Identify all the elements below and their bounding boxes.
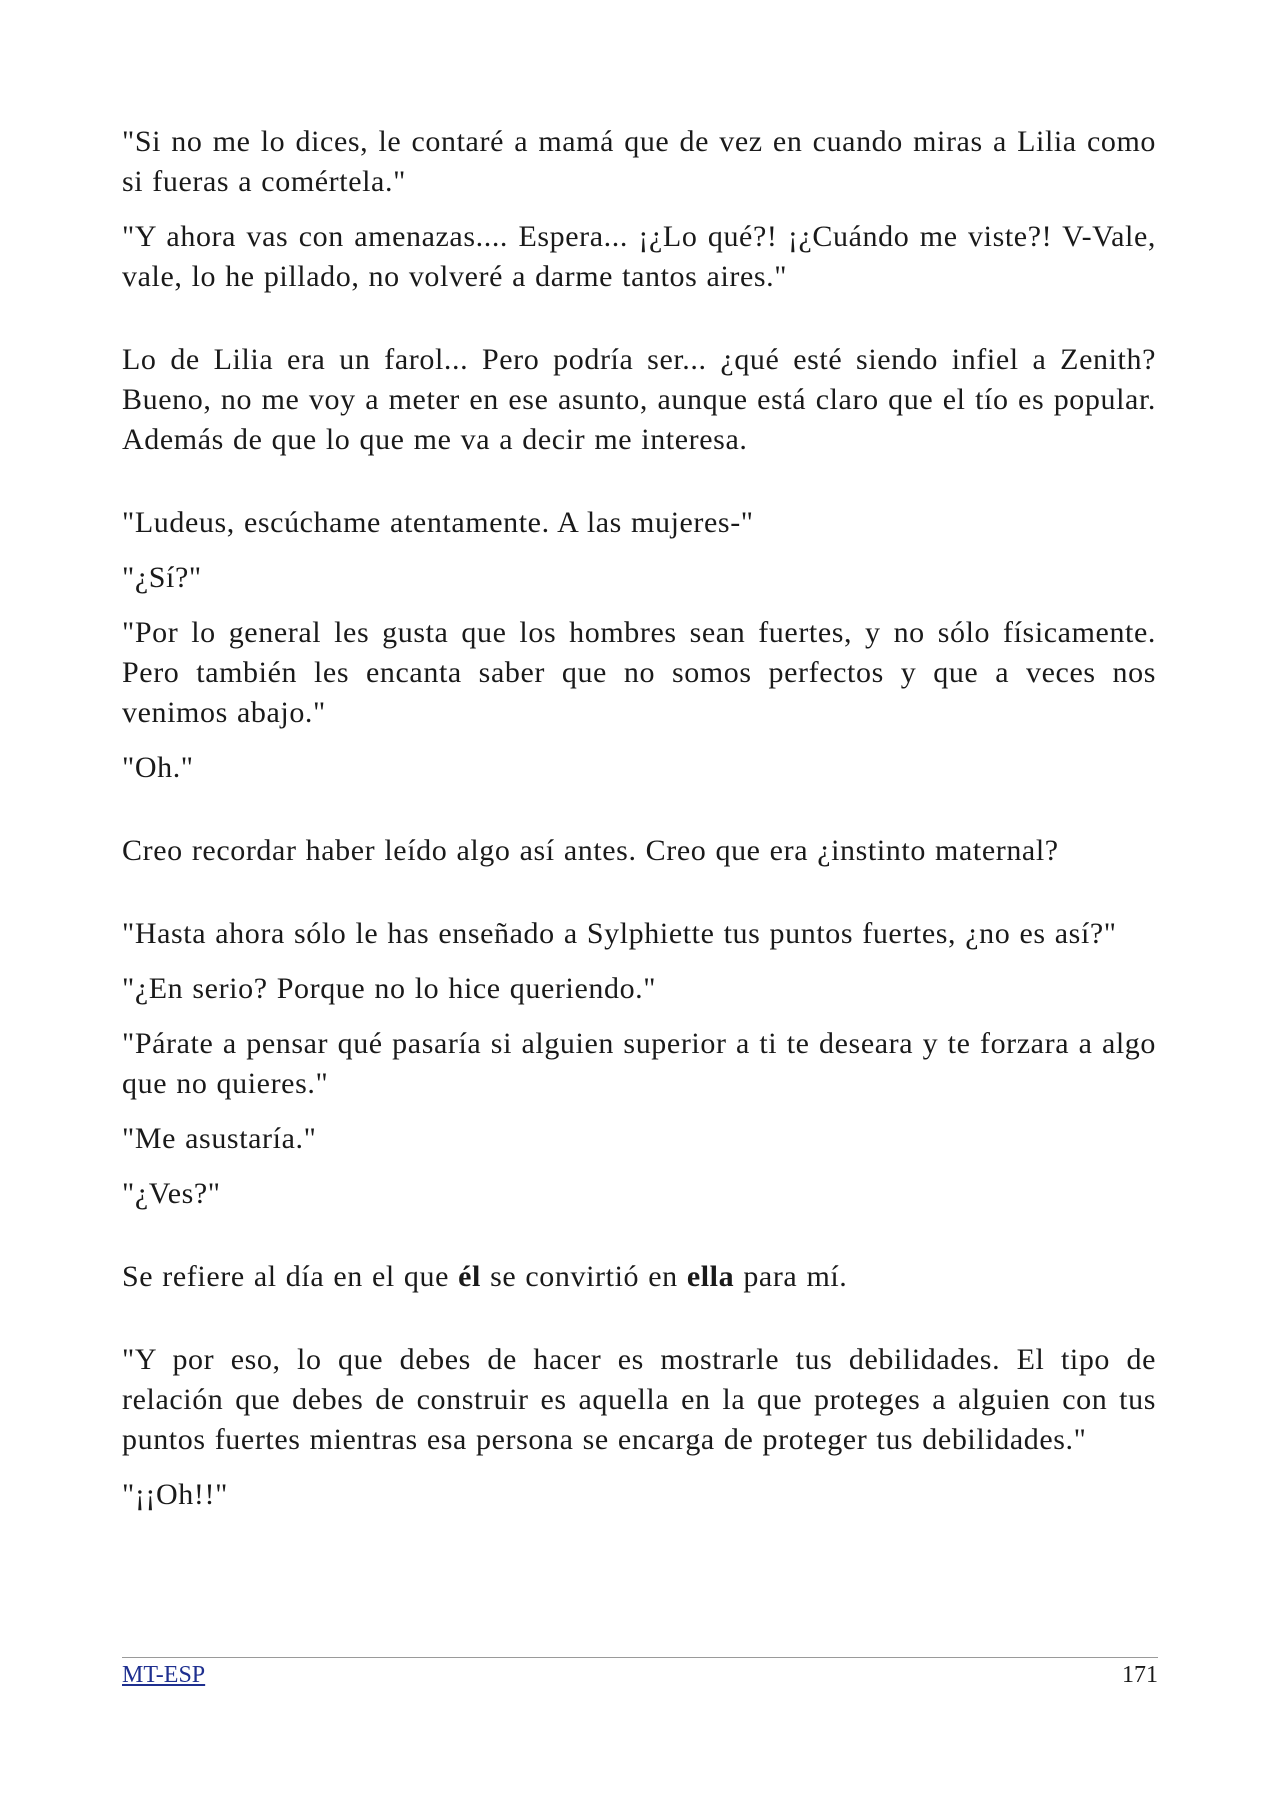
paragraph-5: "¿Sí?" (122, 561, 202, 594)
paragraph-11: "Párate a pensar qué pasaría si alguien superior a ti te deseara y te forzara a algo que no quieres." (122, 1027, 1156, 1100)
paragraph-6: "Por lo general les gusta que los hombres sean fuertes, y no sólo físicamente. Pero también les encanta saber que no somos perfectos y que a veces nos venimos abajo." (122, 616, 1156, 729)
paragraph-2: "Y ahora vas con amenazas.... Espera... ¡¿Lo qué?! ¡¿Cuándo me viste?! V-Vale, vale, lo he pillado, no volveré a darme tantos aires." (122, 220, 1156, 293)
paragraph-14-bold-1: él (458, 1260, 481, 1293)
paragraph-9: "Hasta ahora sólo le has enseñado a Sylphiette tus puntos fuertes, ¿no es así?" (122, 917, 1117, 950)
footer-divider (122, 1657, 1158, 1658)
paragraph-10: "¿En serio? Porque no lo hice queriendo." (122, 972, 657, 1005)
paragraph-4: "Ludeus, escúchame atentamente. A las mujeres-" (122, 506, 754, 539)
paragraph-7: "Oh." (122, 751, 194, 784)
page-body (122, 100, 1156, 1515)
paragraph-13: "¿Ves?" (122, 1177, 221, 1210)
paragraph-16: "¡¡Oh!!" (122, 1478, 228, 1511)
paragraph-14 (122, 1257, 1156, 1297)
paragraph-12: "Me asustaría." (122, 1122, 317, 1155)
paragraph-14-part-3: para mí. (734, 1260, 848, 1293)
paragraph-14-part-1: Se refiere al día en el que (122, 1260, 459, 1293)
paragraph-14-part-2: se convirtió en (481, 1260, 687, 1293)
footer-link[interactable]: MT-ESP (122, 1662, 206, 1688)
paragraph-3: Lo de Lilia era un farol... Pero podría ser... ¿qué esté siendo infiel a Zenith? Bueno, no me voy a meter en ese asunto, aunque está claro que el tío es popular. Además de que lo que me va a decir me interesa. (122, 343, 1156, 456)
paragraph-8: Creo recordar haber leído algo así antes. Creo que era ¿instinto maternal? (122, 834, 1059, 867)
paragraph-15: "Y por eso, lo que debes de hacer es mostrarle tus debilidades. El tipo de relación que debes de construir es aquella en la que proteges a alguien con tus puntos fuertes mientras esa persona se encarga de proteger tus debilidades." (122, 1343, 1156, 1456)
paragraph-14-bold-2: ella (686, 1260, 735, 1293)
paragraph-1: "Si no me lo dices, le contaré a mamá que de vez en cuando miras a Lilia como si fueras a comértela." (122, 125, 1156, 198)
page-number: 171 (1122, 1662, 1158, 1688)
